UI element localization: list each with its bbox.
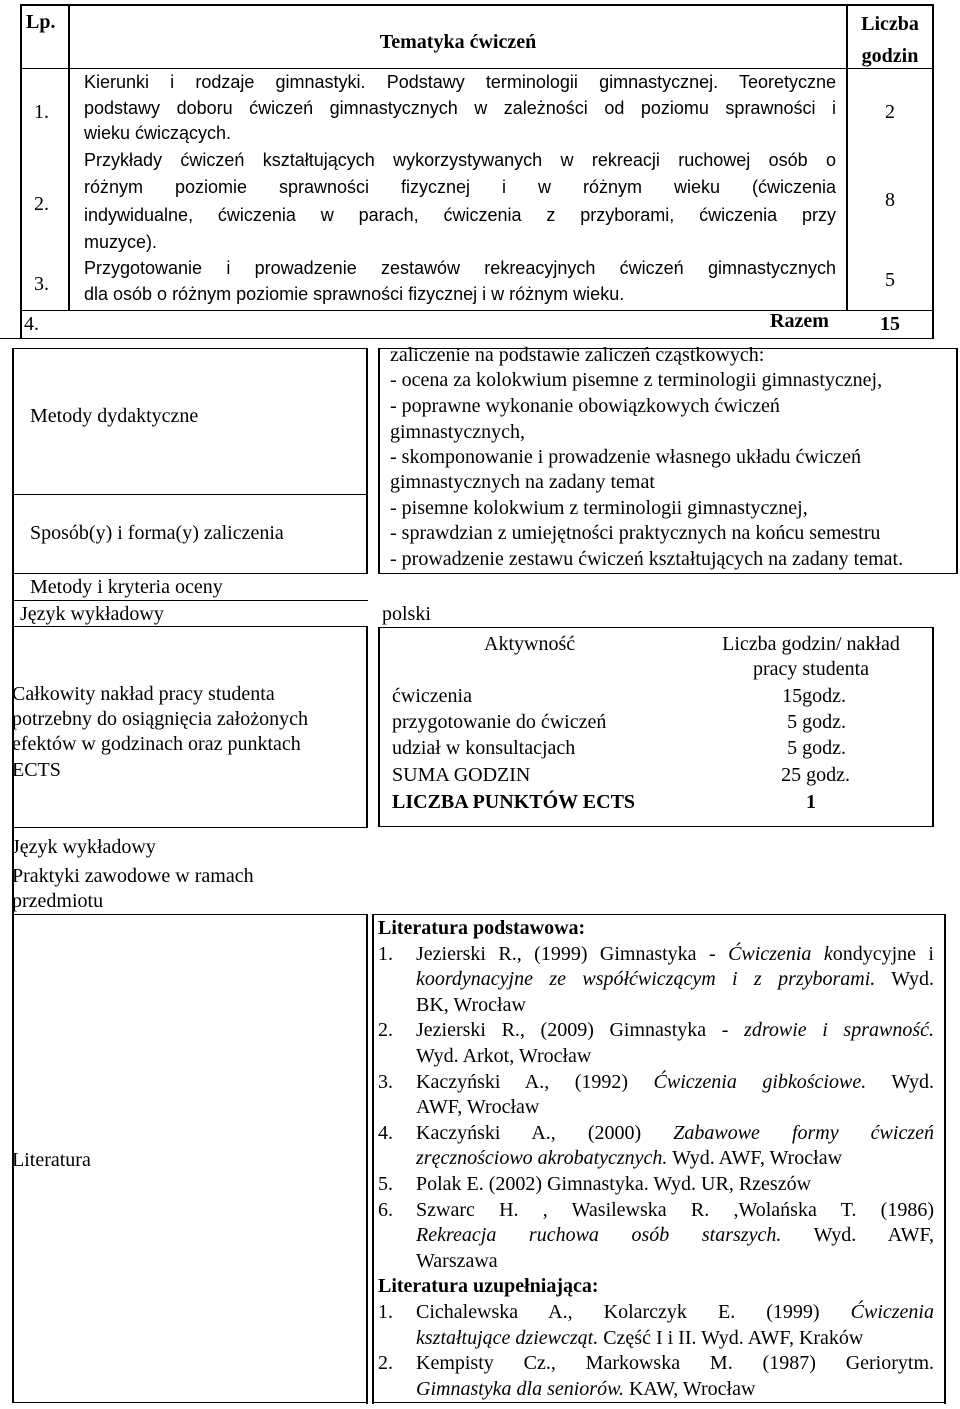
literature-item-line: koordynacyjne ze współćwiczącym i z przyborami. Wyd.	[416, 968, 934, 991]
workload-label-line: potrzebny do osiągnięcia założonych	[12, 708, 308, 730]
practice-label-1: Praktyki zawodowe w ramach	[12, 865, 254, 887]
workload-col-hours-1: Liczba godzin/ nakład	[722, 633, 900, 655]
row-2-hours: 8	[885, 189, 895, 211]
literature-item-number: 1.	[378, 942, 393, 965]
ects-value: 1	[806, 791, 816, 813]
row-1-line-3: wieku ćwiczących.	[84, 123, 232, 143]
literature-item-number: 4.	[378, 1121, 393, 1144]
literature-item-line: Jezierski R., (2009) Gimnastyka - zdrowie i sprawność.	[416, 1019, 934, 1042]
literature-item-line: Polak E. (2002) Gimnastyka. Wyd. UR, Rzeszów	[416, 1173, 812, 1195]
assessment-line: - ocena za kolokwium pisemne z terminologii gimnastycznej,	[390, 369, 883, 391]
literature-item-line: zręcznościowo akrobatycznych. Wyd. AWF, Wrocław	[416, 1147, 843, 1170]
workload-label-line: Całkowity nakład pracy studenta	[12, 683, 275, 705]
literature-item-line: Kaczyński A., (2000) Zabawowe formy ćwiczeń	[416, 1121, 934, 1144]
literature-item-number: 3.	[378, 1070, 393, 1093]
row-3-line-2: dla osób o różnym poziomie sprawności fizycznej i w różnym wieku.	[84, 284, 625, 304]
assessment-line: - skomponowanie i prowadzenie własnego układu ćwiczeń	[390, 446, 861, 468]
header-topic: Tematyka ćwiczeń	[379, 31, 537, 53]
row-1-line-1: Kierunki i rodzaje gimnastyki. Podstawy terminologii gimnastycznej. Teoretyczne	[84, 72, 836, 92]
literature-item-line: Rekreacja ruchowa osób starszych. Wyd. AWF,	[416, 1224, 934, 1247]
literature-item-number: 6.	[378, 1198, 393, 1221]
literature-item-line: BK, Wrocław	[416, 993, 526, 1016]
total-label: Razem	[770, 310, 829, 332]
literature-item-line: Jezierski R., (1999) Gimnastyka - Ćwiczenia kondycyjne i	[416, 942, 934, 965]
row-2-line-4: muzyce).	[84, 232, 158, 252]
literature-item-line: Cichalewska A., Kolarczyk E. (1999) Ćwiczenia	[416, 1301, 934, 1323]
assessment-line: gimnastycznych na zadany temat	[390, 471, 655, 493]
workload-hours: 15godz.	[782, 685, 846, 707]
literature-item-line: Warszawa	[416, 1249, 498, 1272]
literature-item-number: 5.	[378, 1173, 393, 1195]
practice-label-2: przedmiotu	[12, 890, 104, 912]
literature-item-number: 2.	[378, 1019, 393, 1042]
workload-label-line: efektów w godzinach oraz punktach	[12, 733, 301, 755]
literature-item-line: Kaczyński A., (1992) Ćwiczenia gibkościowe. Wyd.	[416, 1070, 934, 1093]
row-3-hours: 5	[885, 269, 895, 291]
ects-label: LICZBA PUNKTÓW ECTS	[392, 791, 636, 813]
assessment-intro: zaliczenie na podstawie zaliczeń cząstkowych:	[390, 344, 765, 366]
literature-item-number: 1.	[378, 1301, 393, 1323]
total-lp: 4.	[24, 313, 39, 335]
literature-item-line: kształtujące dziewcząt. Część I i II. Wyd. AWF, Kraków	[416, 1326, 864, 1349]
header-hours-2: godzin	[861, 45, 919, 67]
total-hours: 15	[880, 313, 900, 335]
language-label: Język wykładowy	[20, 603, 164, 625]
workload-activity: przygotowanie do ćwiczeń	[392, 711, 607, 733]
literature-item-line: Wyd. Arkot, Wrocław	[416, 1045, 592, 1067]
workload-col-hours-2: pracy studenta	[752, 658, 870, 680]
row-3-line-1: Przygotowanie i prowadzenie zestawów rekreacyjnych ćwiczeń gimnastycznych	[84, 258, 836, 278]
workload-col-activity: Aktywność	[484, 633, 576, 655]
row-2-line-1: Przykłady ćwiczeń kształtujących wykorzystywanych w rekreacji ruchowej osób o	[84, 150, 836, 170]
assessment-line: gimnastycznych,	[390, 421, 525, 443]
literature-heading: Literatura uzupełniająca:	[378, 1275, 599, 1298]
literature-label: Literatura	[12, 1149, 91, 1171]
literature-item-line: AWF, Wrocław	[416, 1096, 540, 1119]
assessment-line: - pisemne kolokwium z terminologii gimnastycznej,	[390, 497, 808, 519]
row-2-line-2: różnym poziomie sprawności fizycznej i w różnym wieku (ćwiczenia	[84, 177, 836, 197]
literature-heading: Literatura podstawowa:	[378, 917, 586, 939]
literature-item-line: Gimnastyka dla seniorów. KAW, Wrocław	[416, 1377, 756, 1400]
assessment-line: - prowadzenie zestawu ćwiczeń kształtujących na zadany temat.	[390, 548, 904, 570]
workload-label-line: ECTS	[12, 759, 61, 781]
assessment-line: - sprawdzian z umiejętności praktycznych na końcu semestru	[390, 522, 881, 544]
row-1-line-2: podstawy doboru ćwiczeń gimnastycznych w zależności od poziomu sprawności i	[84, 98, 836, 118]
workload-hours: 5 godz.	[787, 711, 846, 733]
header-hours-1: Liczba	[861, 13, 919, 35]
methods-label: Metody dydaktyczne	[30, 405, 199, 427]
workload-sum-value: 25 godz.	[781, 764, 850, 786]
criteria-label: Metody i kryteria oceny	[30, 576, 223, 598]
row-1-lp: 1.	[34, 101, 49, 123]
language-label-2: Język wykładowy	[12, 836, 156, 858]
header-lp: Lp.	[26, 11, 56, 33]
forms-label: Sposób(y) i forma(y) zaliczenia	[30, 522, 284, 544]
workload-hours: 5 godz.	[787, 737, 846, 759]
language-value: polski	[382, 603, 431, 625]
workload-activity: udział w konsultacjach	[392, 737, 576, 759]
assessment-line: - poprawne wykonanie obowiązkowych ćwiczeń	[390, 395, 780, 417]
row-3-lp: 3.	[34, 273, 49, 295]
literature-item-line: Kempisty Cz., Markowska M. (1987) Geriorytm.	[416, 1352, 934, 1375]
row-1-hours: 2	[885, 101, 895, 123]
row-2-lp: 2.	[34, 193, 49, 215]
literature-item-line: Szwarc H. , Wasilewska R. ,Wolańska T. (1986)	[416, 1198, 934, 1221]
row-2-line-3: indywidualne, ćwiczenia w parach, ćwiczenia z przyborami, ćwiczenia przy	[84, 205, 836, 225]
literature-item-number: 2.	[378, 1352, 393, 1375]
workload-sum-label: SUMA GODZIN	[392, 764, 531, 786]
workload-activity: ćwiczenia	[392, 685, 472, 707]
